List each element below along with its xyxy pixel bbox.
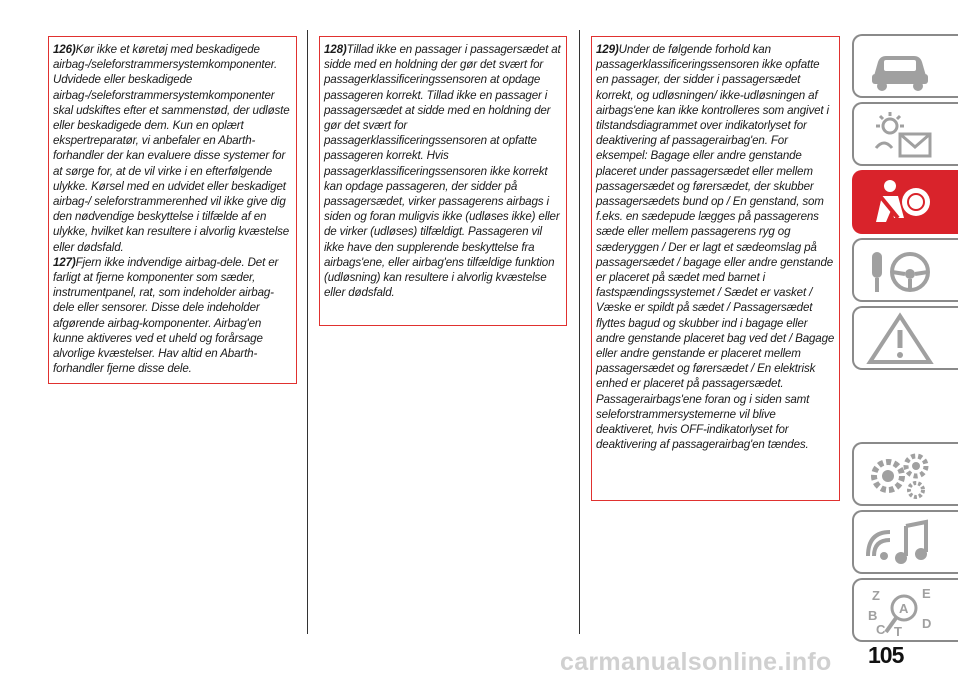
index-letter: D [922, 616, 932, 631]
seatbelt-airbag-icon [864, 176, 936, 230]
warning-129-number: 129) [596, 43, 619, 56]
page-number: 105 [868, 642, 904, 668]
warning-box-126-127 [48, 36, 297, 384]
tab-multimedia[interactable] [852, 510, 958, 574]
warning-127 [53, 255, 292, 377]
warning-127-number: 127) [53, 255, 76, 269]
index-letter: C [876, 622, 886, 637]
warning-129-text: Under de følgende forhold kan passagerklassificeringssensoren ikke opfatte en passager, der sidder i passagersædet korrekt, og udløsningen/ ikke-udløsningen af airbags'ene kan ikke kontrolleres som angivet i tilstandsdiagrammet over indikatorlyset for deaktivering af passagerairbag'en. For eksempel: Bagage eller andre genstande placeret under passagersædet eller mellem passagersædet og førersædet, der skubber passagersædets bund op / En genstand, som f.eks. en sædepude lægges på passagerens sæde eller mellem passagerens ryg og sæderyggen / Der er lagt et sædeomslag på passagersædet / bagage eller andre genstande er placeret på sædet med barnet i fastspændingssystemet / Sædet er vasket / Væske er spildt på sædet / Passagersædet flyttes bagud og skubber ind i bagage eller andre genstande placeret bag ved det / Bagage eller andre genstande er placeret mellem passagersædet og førersædet / En elektrisk enhed er placeret på passagersædet. Passagerairbags'ene foran og i siden samt seleforstrammersystemerne vil blive deaktiveret, hvis OFF-indikatorlyset for deaktivering af passagerairbag'en tændes. [596, 43, 835, 452]
watermark: carmanualsonline.info [560, 648, 832, 676]
warning-128 [324, 42, 562, 300]
index-letter: A [899, 601, 909, 616]
tab-maintenance[interactable] [852, 442, 958, 506]
warning-128-number: 128) [324, 43, 347, 56]
warning-box-128 [319, 36, 567, 326]
tab-dashboard-lights[interactable] [852, 102, 958, 166]
warning-triangle-icon [864, 312, 936, 366]
warning-126-text: Kør ikke et køretøj med beskadigede airbag-/seleforstrammersystemkomponenter. Udvidede eller beskadigede airbag-/seleforstrammersystemkomponenter skal udskiftes efter et sammenstød, der udløste eller beskadigede dem. Kun en oplært ekspertreparatør, vi anbefaler en Abarth-forhandler der kan evaluere disse systemer for at sørge for, at de vil virke i en efterfølgende ulykke. Kørsel med en udvidet eller beskadiget airbag-/ seleforstrammerenhed vil ikke give dig den nødvendige beskyttelse i tilfælde af en ulykke, hvilket kan resultere i alvorlig kvæstelse eller dødsfald. [53, 43, 290, 254]
column-divider-right [579, 30, 580, 634]
warning-box-129 [591, 36, 840, 501]
column-divider-left [307, 30, 308, 634]
warning-126-number: 126) [53, 43, 76, 56]
index-letter: T [894, 624, 902, 638]
warning-126 [53, 42, 292, 255]
key-steering-wheel-icon [864, 244, 936, 298]
gears-icon [864, 448, 936, 502]
warning-129 [596, 42, 835, 452]
tab-emergency[interactable] [852, 306, 958, 370]
index-letter: B [868, 608, 878, 623]
tab-starting-driving[interactable] [852, 238, 958, 302]
tab-index[interactable] [852, 578, 958, 642]
car-icon [864, 40, 936, 94]
warning-128-text: Tillad ikke en passager i passagersædet at sidde med en holdning der gør det svært for passagerklassificeringssensoren at opdage passageren korrekt. Tillad ikke en passager i passagersædet at sidde med en holdning der gør det svært for passagerklassificeringssensoren at opfatte passageren korrekt. Hvis passagerklassificeringssensoren ikke korrekt kan opdage passageren, der sidder på passagersædet, virker passagerens airbags i siden og foran muligvis ikke (udløses ikke) eller de virker (udløses) tilfældigt. Passageren vil ikke have den supplerende beskyttelse fra airbags'ene, eller airbag'ens tilfældige funktion (udløsning) kan resultere i alvorlig kvæstelse eller dødsfald. [324, 43, 561, 300]
tab-car[interactable] [852, 34, 958, 98]
tab-safety[interactable] [852, 170, 958, 234]
index-letter: Z [872, 588, 880, 603]
index-letter: E [922, 586, 931, 601]
alphabet-index-icon [864, 584, 936, 638]
multimedia-icon [864, 516, 936, 570]
dashboard-lights-icon [864, 108, 936, 162]
warning-127-text: Fjern ikke indvendige airbag-dele. Det er farligt at fjerne komponenter som sæder, instrumentpanel, rat, som indeholder airbag-dele eller sensorer. Disse dele indeholder afgørende airbag-komponenter. Airbag'en kunne aktiveres ved et uheld og forårsage alvorlige kvæstelser. Hav altid en Abarth-forhandler fjerne disse dele. [53, 255, 279, 376]
